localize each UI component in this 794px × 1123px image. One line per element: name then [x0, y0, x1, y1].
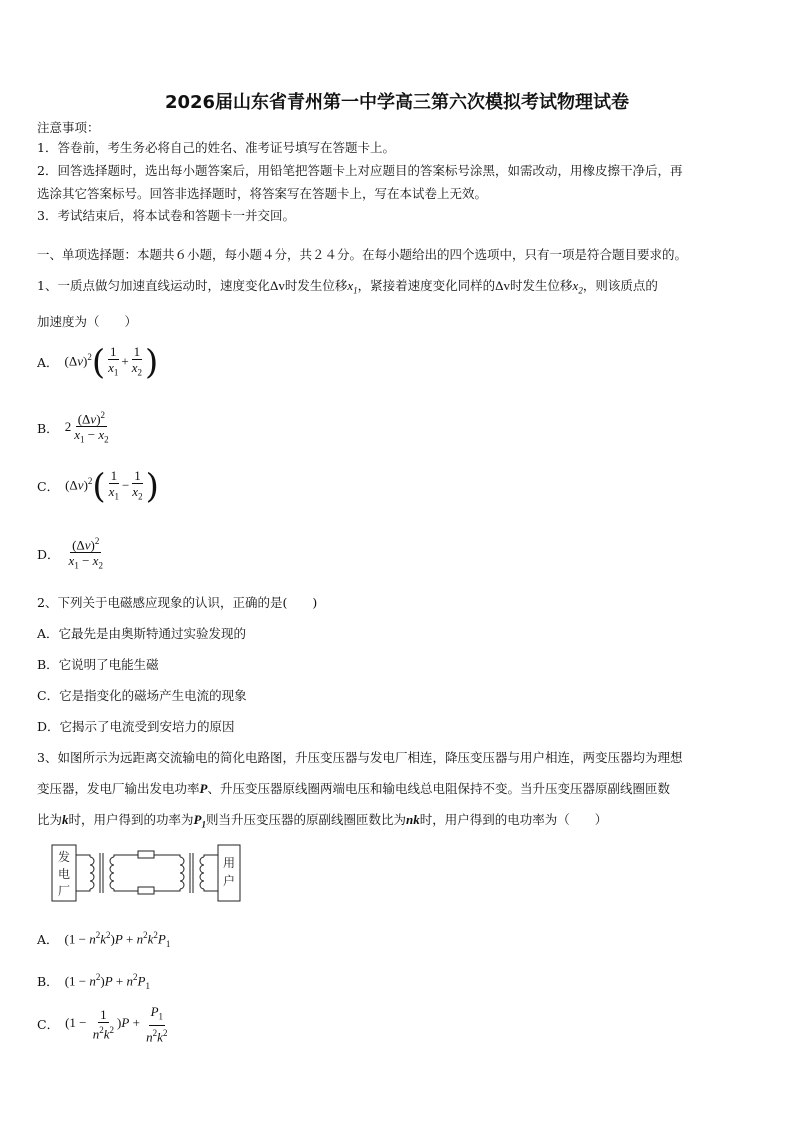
- q3-option-b-formula: $(1 - n^2)P + n^2P_1$: [64, 972, 150, 991]
- q2-option-a[interactable]: A．它最先是由奥斯特通过实验发现的: [37, 626, 247, 641]
- q1-text-e: ，则该质点的: [582, 278, 658, 293]
- q3-text-c: 比为: [37, 812, 63, 827]
- q3-symbol-p1: $P_1$: [193, 812, 206, 830]
- q3-text-d: 时，用户得到的功率为: [68, 812, 194, 827]
- q1-option-c[interactable]: [37, 468, 159, 505]
- q2-option-c[interactable]: C．它是指变化的磁场产生电流的现象: [37, 688, 247, 703]
- q3-text-f: 时，用户得到的电功率为（ ）: [419, 812, 608, 827]
- line-top-left: [114, 855, 138, 857]
- resistor-bottom: [138, 887, 154, 894]
- q1-text-b: 时发生位移: [284, 278, 348, 293]
- q1-option-b[interactable]: [37, 408, 112, 448]
- wire-plant-bottom: [76, 889, 90, 891]
- q1-option-d-label: D．: [37, 546, 60, 562]
- q1-option-c-formula: $(\Delta v)^2$( $\frac{1}{x_1}$ − $\frac{1}{x_2}$ ): [65, 466, 159, 507]
- q3-symbol-p: P: [199, 781, 208, 796]
- q1-option-a[interactable]: [37, 344, 158, 381]
- power-plant-char-1: 发: [57, 850, 71, 864]
- q1-option-b-formula: 2 $\frac{(\Delta v)^2}{x_1 - x_2}$: [64, 410, 109, 445]
- q3-stem-line1: 3、如图所示为远距离交流输电的简化电路图，升压变压器与发电厂相连，降压变压器与用户相连，两变压器均为理想: [37, 750, 683, 765]
- q2-option-d[interactable]: D．它揭示了电流受到安培力的原因: [37, 719, 235, 734]
- q1-text-a: 1、一质点做匀加速直线运动时，速度变化: [37, 278, 270, 293]
- q3-option-c-formula: (1 − $\frac{1}{n^2k^2}$ )P + $\frac{P_1}{n^2k^2}$: [65, 1004, 168, 1044]
- power-plant-char-3: 厂: [57, 884, 71, 898]
- q1-text-c: ，紧接着速度变化同样的: [357, 278, 496, 293]
- q3-option-a[interactable]: [37, 930, 170, 949]
- q3-symbol-nk: nk: [406, 812, 420, 827]
- stepdown-secondary-coil: [200, 857, 204, 889]
- resistor-top: [138, 851, 154, 858]
- q3-text-e: 则当升压变压器的原副线圈匝数比为: [205, 812, 406, 827]
- q3-option-c-label: C．: [37, 1016, 60, 1032]
- page-title: 2026届山东省青州第一中学高三第六次模拟考试物理试卷: [164, 92, 630, 113]
- section-heading: 一、单项选择题：本题共６小题，每小题４分，共２４分。在每小题给出的四个选项中，只有一项是符合题目要求的。: [37, 247, 688, 262]
- notice-item-1: 1．答卷前，考生务必将自己的姓名、准考证号填写在答题卡上。: [37, 140, 395, 155]
- q1-option-d[interactable]: [37, 534, 106, 574]
- q2-stem: 2、下列关于电磁感应现象的认识，正确的是( ): [37, 595, 318, 610]
- notice-item-2: 2．回答选择题时，选出每小题答案后，用铅笔把答题卡上对应题目的答案标号涂黑，如需改动，用橡皮擦干净后，再: [37, 163, 683, 178]
- q1-option-a-label: A．: [37, 355, 59, 371]
- q3-text-a: 变压器，发电厂输出发电功率: [37, 781, 200, 796]
- q3-stem-line3: [37, 812, 607, 833]
- notice-heading: 注意事项：: [37, 120, 100, 135]
- notice-item-3: 3．考试结束后，将本试卷和答题卡一并交回。: [37, 208, 295, 223]
- wire-plant-top: [76, 855, 90, 857]
- q3-option-b-label: B．: [37, 974, 59, 990]
- q1-option-c-label: C．: [37, 479, 60, 495]
- power-plant-char-2: 电: [57, 867, 71, 881]
- line-bottom-right: [154, 889, 180, 891]
- user-box: [218, 845, 240, 901]
- wire-user-bottom: [204, 889, 218, 891]
- stepdown-primary-coil: [180, 857, 184, 889]
- q3-option-a-label: A．: [37, 932, 59, 948]
- q1-option-b-label: B．: [37, 420, 59, 436]
- q1-option-d-formula: $\frac{(\Delta v)^2}{x_1 - x_2}$: [68, 536, 103, 571]
- q1-delta-v: Δv: [269, 278, 285, 293]
- q1-option-a-formula: $(\Delta v)^2$( $\frac{1}{x_1}$ + $\frac{1}{x_2}$ ): [64, 342, 159, 383]
- line-top-right: [154, 855, 180, 857]
- stepup-secondary-coil: [110, 857, 114, 889]
- user-char-1: 用: [222, 856, 236, 870]
- q1-delta-v-2: Δv: [495, 278, 511, 293]
- user-char-2: 户: [222, 874, 236, 888]
- transmission-circuit-diagram: [50, 843, 245, 905]
- notice-item-2-cont: 选涂其它答案标号。回答非选择题时，将答案写在答题卡上，写在本试卷上无效。: [37, 186, 488, 201]
- wire-user-top: [204, 855, 218, 857]
- q3-option-c[interactable]: [37, 1004, 170, 1044]
- q1-x1: $x_1$: [347, 278, 358, 296]
- line-bottom-left: [114, 889, 138, 891]
- q3-stem-line2: [37, 781, 670, 797]
- q1-x2: $x_2$: [572, 278, 583, 296]
- q1-stem-line1: [37, 278, 658, 299]
- q3-option-a-formula: $(1 - n^2k^2)P + n^2k^2P_1$: [64, 930, 171, 949]
- q3-symbol-k: k: [62, 812, 69, 827]
- q1-stem-line2: 加速度为（ ）: [37, 314, 138, 329]
- stepup-primary-coil: [90, 857, 94, 889]
- q1-text-d: 时发生位移: [510, 278, 573, 293]
- q2-option-b[interactable]: B．它说明了电能生磁: [37, 657, 159, 672]
- q3-option-b[interactable]: [37, 972, 150, 991]
- q3-text-b: 、升压变压器原线圈两端电压和输电线总电阻保持不变。当升压变压器原副线圈匝数: [207, 781, 670, 796]
